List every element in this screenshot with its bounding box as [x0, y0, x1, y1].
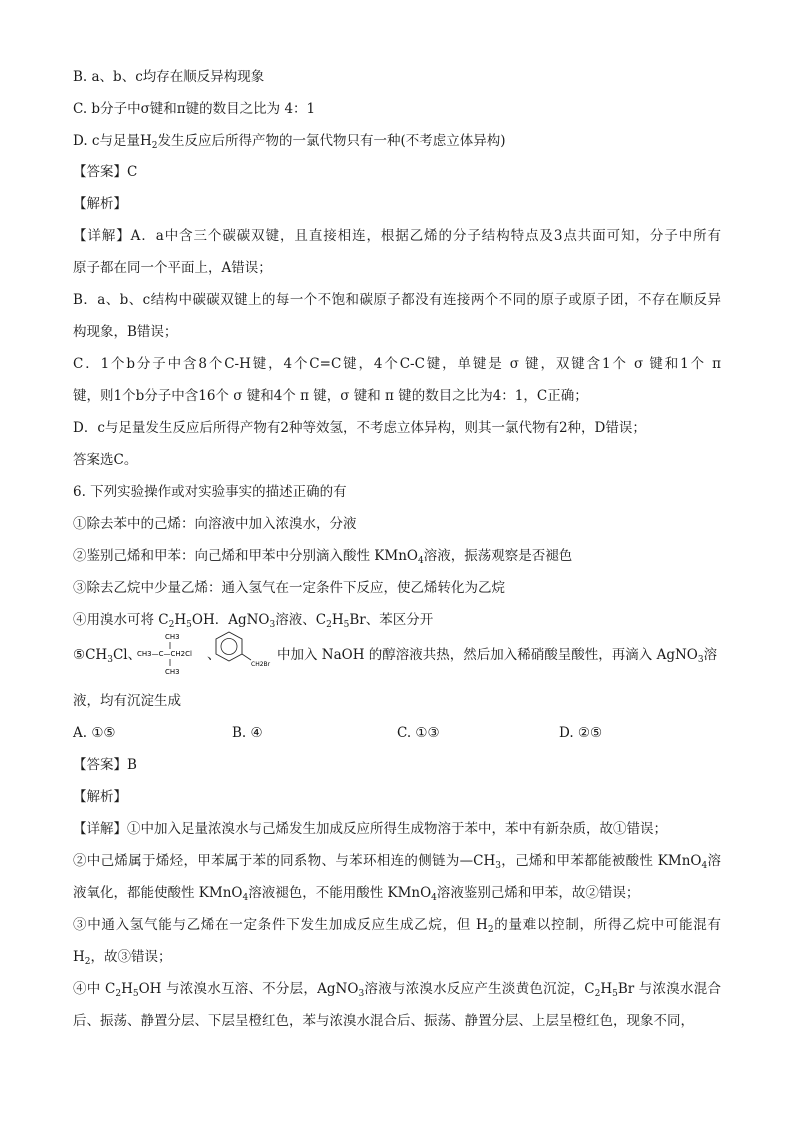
- answer-value: C: [127, 164, 138, 180]
- subscript: 4: [431, 893, 437, 903]
- text-run: 溶液与浓溴水反应产生淡黄色沉淀，C: [364, 981, 595, 997]
- text-run: A．a中含三个碳碳双键，且直接相连，根据乙烯的分子结构特点及3点共面可知，分子中所有: [130, 228, 721, 244]
- subscript: 3: [358, 989, 365, 999]
- subscript: 5: [612, 989, 618, 999]
- subscript: 4: [417, 556, 424, 566]
- text-run: H: [600, 981, 613, 997]
- q5-analysis-label: 【解析】: [73, 196, 127, 212]
- text-run: H: [331, 612, 344, 628]
- subscript: 5: [132, 989, 139, 999]
- q6-statement-1: ①除去苯中的己烯：向溶液中加入浓溴水，分液: [73, 516, 357, 532]
- q6-statement-3: ③除去乙烷中少量乙烯：通入氢气在一定条件下反应，使乙烯转化为乙烷: [73, 580, 505, 596]
- mol1-mid-label: CH3—C—CH2Cl: [137, 650, 192, 658]
- q6-statement-2: [73, 546, 721, 566]
- q5-option-d: [73, 131, 721, 151]
- text-run: 中加入 NaOH 的醇溶液共热，然后加入稀硝酸呈酸性，再滴入 AgNO: [277, 647, 698, 663]
- answer-value: B: [127, 757, 137, 773]
- subscript: 2: [84, 957, 91, 967]
- subscript: 3: [495, 861, 501, 871]
- q6-statement-5-line2: 液，均有沉淀生成: [73, 693, 181, 709]
- text-run: Cl、: [112, 647, 142, 663]
- q6-explanation-4-line2: 后、振荡、静置分层、下层呈橙红色，苯与浓溴水混合后、振荡、静置分层、上层呈橙红色，现象不同，: [73, 1013, 694, 1029]
- text-run: ②鉴别己烯和甲苯：向己烯和甲苯中分别滴入酸性 KMnO: [73, 548, 418, 564]
- text-run: 溶: [707, 853, 722, 869]
- q6-explanation-4-line1: [73, 979, 721, 999]
- q6-explanation-2-line2: [73, 883, 721, 903]
- text-run: 溶: [703, 647, 718, 663]
- q6-option-b: B. ④: [232, 725, 263, 741]
- text-run: ④用溴水可将 C: [73, 612, 169, 628]
- text-run: 的量难以控制，所得乙烷中可能混有: [493, 917, 721, 933]
- q5-explanation-d: D．c与足量发生反应后所得产物有2种等效氢，不考虑立体异构，则其一氯代物有2种，D错误；: [73, 420, 646, 436]
- bond: [242, 654, 251, 660]
- text-run: ②中己烯属于烯烃，甲苯属于苯的同系物、与苯环相连的侧链为—CH: [73, 853, 496, 869]
- subscript: 4: [242, 893, 249, 903]
- subscript: 2: [115, 989, 122, 999]
- q6-explanation-3-line1: [73, 915, 721, 935]
- text-run: [73, 645, 141, 665]
- mol1-top-label: CH3: [165, 633, 180, 641]
- subscript: 2: [594, 989, 601, 999]
- q5-answer: [73, 162, 721, 182]
- detail-label: 【详解】: [73, 821, 127, 837]
- subscript: 2: [168, 620, 175, 630]
- text-run: ①中加入足量浓溴水与己烯发生加成反应所得生成物溶于苯中，苯中有新杂质，故①错误；: [127, 821, 667, 837]
- text-run: 溶液、C: [275, 612, 327, 628]
- subscript: 3: [269, 620, 276, 630]
- answer-label: 【答案】: [73, 757, 127, 773]
- text-run: 溶液鉴别己烯和甲苯，故②错误；: [436, 885, 640, 901]
- q6-option-a: A. ①⑤: [73, 725, 116, 741]
- text-run: 溶液褪色，不能用酸性 KMnO: [248, 885, 432, 901]
- benzene-ring: [216, 632, 242, 661]
- answer-label: 【答案】: [73, 164, 127, 180]
- q6-answer: [73, 755, 721, 775]
- benzyl-bromide-structure: [213, 627, 279, 677]
- text-run: ⑤CH: [73, 647, 108, 663]
- q6-explanation-2-line1: [73, 851, 721, 871]
- subscript: 3: [107, 655, 113, 665]
- text-run: ，己烯和甲苯都能被酸性 KMnO: [500, 853, 702, 869]
- text-run: D. c与足量H: [73, 133, 152, 149]
- text-run: OH．AgNO: [191, 612, 270, 628]
- neopentyl-chloride-structure: [137, 627, 213, 677]
- text-run: [277, 645, 717, 665]
- q5-conclusion: 答案选C。: [73, 452, 138, 468]
- subscript: 2: [326, 620, 332, 630]
- separator: 、: [207, 647, 221, 663]
- text-run: 发生反应后所得产物的一氯代物只有一种(不考虑立体异构): [157, 133, 506, 149]
- text-run: H: [174, 612, 187, 628]
- text-run: ④中 C: [73, 981, 116, 997]
- q5-explanation-b-line1: B．a、b、c结构中碳碳双键上的每一个不饱和碳原子都没有连接两个不同的原子或原子团，不存在顺反异: [73, 292, 721, 308]
- detail-label: 【详解】: [73, 228, 131, 244]
- q5-explanation-b-line2: 构现象，B错误；: [73, 324, 178, 340]
- text-run: 溶液，振荡观察是否褪色: [423, 548, 573, 564]
- text-run: H: [121, 981, 133, 997]
- q6-stem: 6. 下列实验操作或对实验事实的描述正确的有: [73, 484, 347, 500]
- q5-explanation-c-line2: 键，则1个b分子中含16个 σ 键和4个 π 键，σ 键和 π 键的数目之比为4：1，C正确；: [73, 388, 588, 404]
- q6-statement-5-line1: [73, 627, 721, 677]
- q6-analysis-label: 【解析】: [73, 789, 127, 805]
- subscript: 2: [487, 925, 494, 935]
- mol2-label: CH2Br: [251, 661, 271, 668]
- q5-option-c: C. b分子中σ键和π键的数目之比为 4：1: [73, 101, 316, 117]
- q5-explanation-a-line1: [73, 226, 721, 246]
- q6-option-c: C. ①③: [397, 725, 440, 741]
- q5-explanation-c-line1: C．1个b分子中含8个C-H键，4个C=C键，4个C-C键，单键是 σ 键，双键含1个 σ 键和1个 π: [73, 356, 721, 372]
- subscript: 5: [186, 620, 192, 630]
- q6-option-d: D. ②⑤: [559, 725, 603, 741]
- q5-option-b: B. a、b、c均存在顺反异构现象: [73, 69, 265, 85]
- text-run: 液氧化，都能使酸性 KMnO: [73, 885, 243, 901]
- q5-explanation-a-line2: 原子都在同一个平面上，A错误；: [73, 260, 272, 276]
- subscript: 4: [701, 861, 708, 871]
- text-run: H: [73, 949, 85, 965]
- subscript: 2: [151, 141, 158, 151]
- subscript: 5: [343, 620, 350, 630]
- text-run: OH 与浓溴水互溶、不分层，AgNO: [138, 981, 359, 997]
- aromatic-circle: [221, 639, 237, 655]
- text-run: ，故③错误；: [90, 949, 172, 965]
- text-run: Br、苯区分开: [349, 612, 434, 628]
- subscript: 3: [697, 655, 704, 665]
- text-run: ③中通入氢气能与乙烯在一定条件下发生加成反应生成乙烷，但 H: [73, 917, 488, 933]
- q6-explanation-1: [73, 819, 721, 839]
- q6-explanation-3-line2: [73, 947, 721, 967]
- mol1-bot-label: CH3: [165, 668, 180, 676]
- text-run: Br 与浓溴水混合: [617, 981, 721, 997]
